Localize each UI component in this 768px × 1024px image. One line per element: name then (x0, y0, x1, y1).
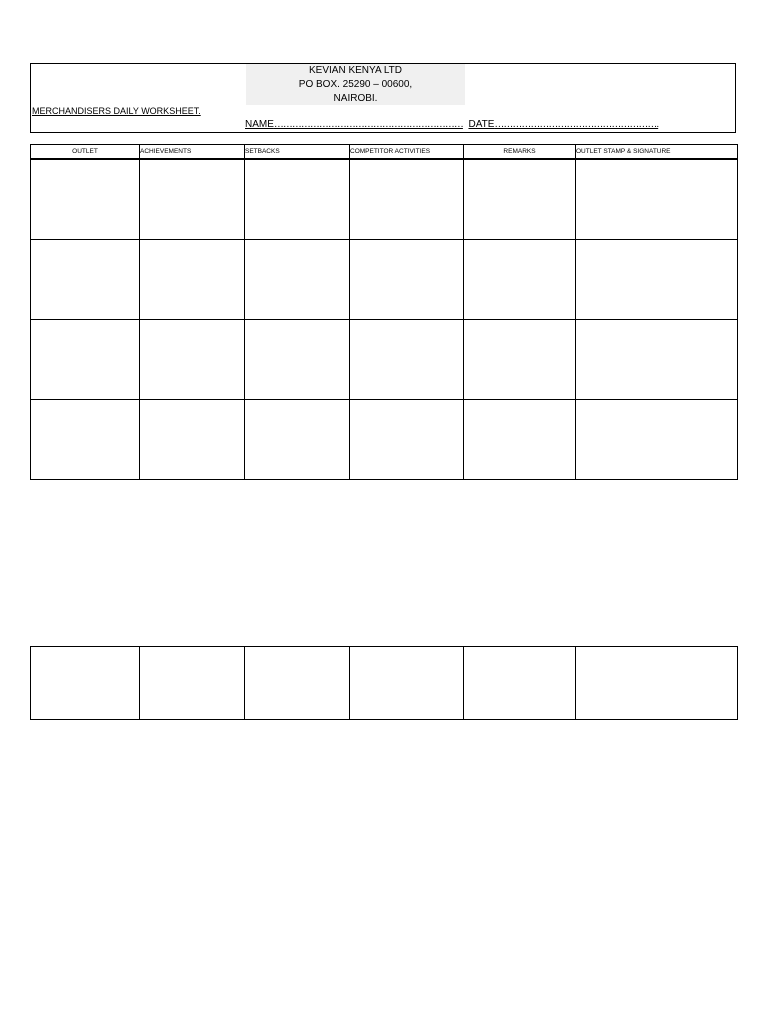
table-cell[interactable] (140, 159, 245, 240)
table-header-row (31, 145, 738, 160)
table-cell[interactable] (350, 320, 464, 400)
table-row (31, 400, 738, 480)
table-cell[interactable] (576, 400, 738, 480)
table-row (31, 240, 738, 320)
worksheet-table (30, 144, 738, 480)
company-address-block (246, 64, 465, 105)
company-name: KEVIAN KENYA LTD (309, 65, 402, 76)
date-field[interactable]: ………………………………………………. (494, 119, 659, 130)
table-cell[interactable] (464, 647, 576, 720)
column-header-setbacks: SETBACKS (245, 145, 350, 160)
column-header-outlet-stamp-signature: OUTLET STAMP & SIGNATURE (576, 145, 738, 160)
column-header-outlet: OUTLET (31, 145, 140, 160)
table-cell[interactable] (31, 400, 140, 480)
column-header-competitor-activities: COMPETITOR ACTIVITIES (350, 145, 464, 160)
table-cell[interactable] (245, 159, 350, 240)
table-cell[interactable] (576, 159, 738, 240)
table-cell[interactable] (140, 400, 245, 480)
table-cell[interactable] (245, 320, 350, 400)
column-header-achievements: ACHIEVEMENTS (140, 145, 245, 160)
table-cell[interactable] (245, 240, 350, 320)
table-cell[interactable] (31, 240, 140, 320)
table-cell[interactable] (576, 240, 738, 320)
table-cell[interactable] (31, 320, 140, 400)
table-cell[interactable] (576, 647, 738, 720)
name-date-line (245, 119, 658, 130)
table-cell[interactable] (140, 647, 245, 720)
table-cell[interactable] (464, 400, 576, 480)
table-cell[interactable] (245, 400, 350, 480)
table-row (31, 320, 738, 400)
table-cell[interactable] (350, 159, 464, 240)
table-row (31, 647, 738, 720)
worksheet-table-continued (30, 646, 738, 720)
table-cell[interactable] (31, 647, 140, 720)
table-cell[interactable] (464, 240, 576, 320)
date-label: DATE (468, 119, 495, 130)
table-cell[interactable] (140, 240, 245, 320)
table-cell[interactable] (350, 240, 464, 320)
table-cell[interactable] (576, 320, 738, 400)
table-row (31, 159, 738, 240)
company-city: NAIROBI. (333, 93, 378, 104)
table-cell[interactable] (245, 647, 350, 720)
worksheet-title: MERCHANDISERS DAILY WORKSHEET. (32, 106, 201, 116)
table-cell[interactable] (140, 320, 245, 400)
table-cell[interactable] (350, 647, 464, 720)
table-cell[interactable] (350, 400, 464, 480)
column-header-remarks: REMARKS (464, 145, 576, 160)
worksheet-header (30, 63, 736, 133)
company-po-box: PO BOX. 25290 – 00600, (298, 79, 413, 90)
table-cell[interactable] (31, 159, 140, 240)
table-cell[interactable] (464, 320, 576, 400)
name-field[interactable]: ……………………………………………………… (273, 119, 463, 130)
table-cell[interactable] (464, 159, 576, 240)
name-label: NAME (245, 119, 274, 130)
